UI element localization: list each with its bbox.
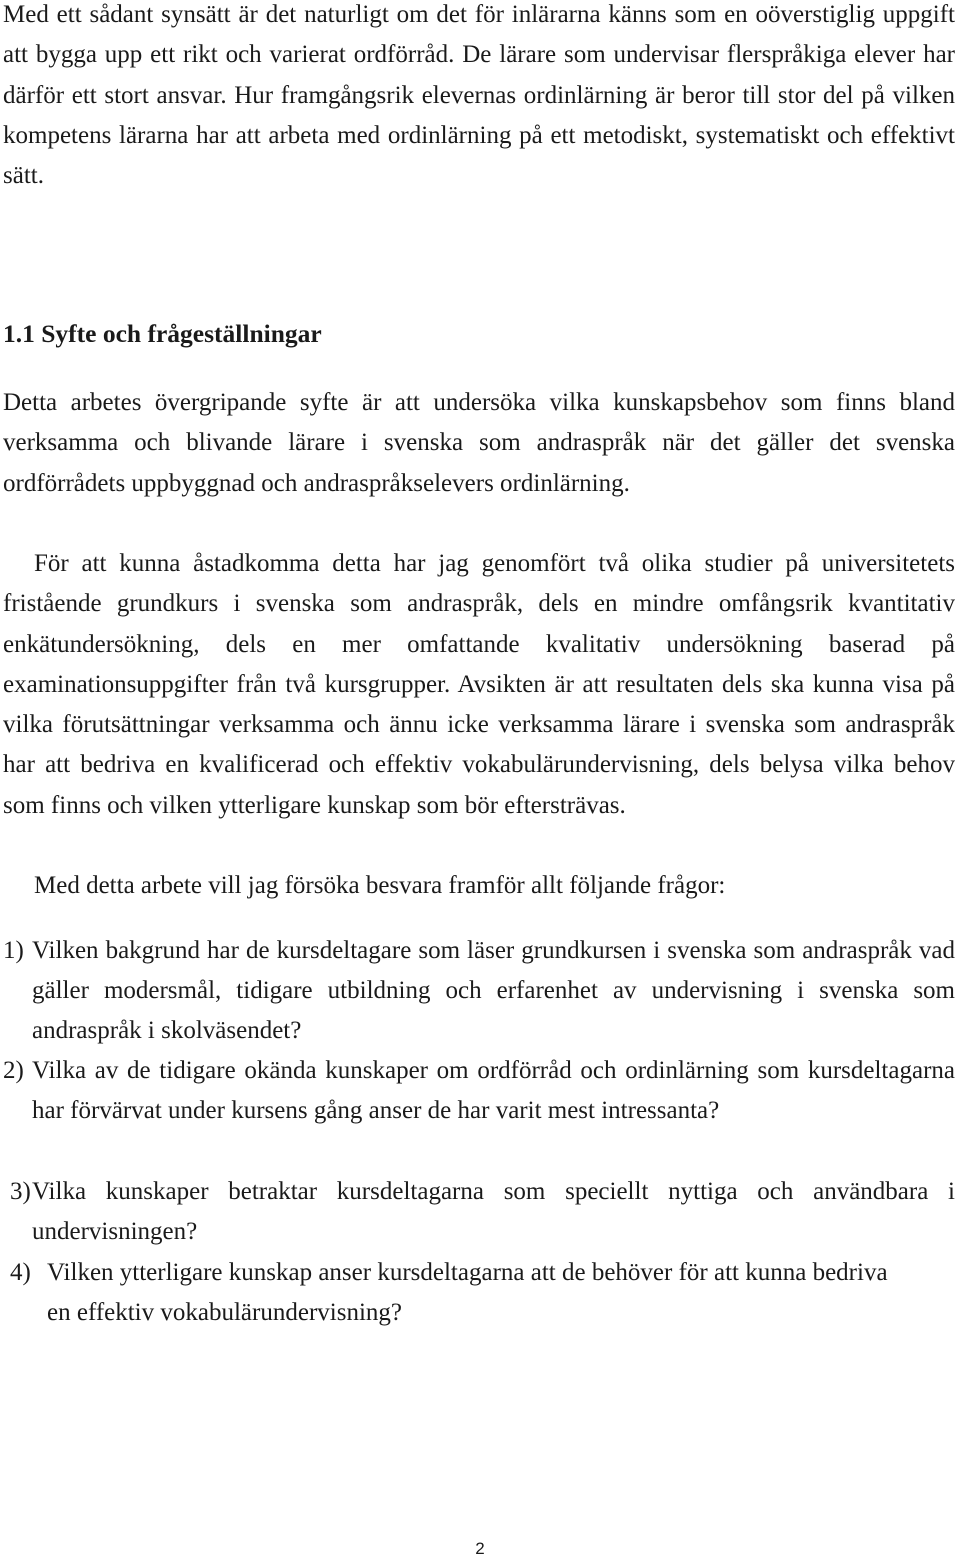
section-heading: 1.1 Syfte och frågeställningar [3,319,322,348]
questions-lead-paragraph: Med detta arbete vill jag försöka besvara framför allt följande frågor: [34,872,726,899]
question-number: 3) [10,1178,31,1205]
research-question-3 [10,1172,955,1252]
research-question-1 [3,931,955,1051]
question-text: Vilka av de tidigare okända kunskaper om ordförråd och ordinlärning som kursdeltagarna har förvärvat under kursens gång anser de har varit mest intressanta? [32,1057,955,1124]
question-number: 1) [3,937,24,964]
research-question-4 [10,1253,890,1333]
page-number: 2 [475,1539,485,1558]
question-number: 2) [3,1057,24,1084]
intro-paragraph: Med ett sådant synsätt är det naturligt om det för inlärarna känns som en oöverstiglig uppgift att bygga upp ett rikt och varierat ordförråd. De lärare som undervisar flerspråkiga elever har därför ett stort ansvar. Hur framgångsrik elevernas ordinlärning är beror till stor del på vilken kompetens lärarna har att arbeta med ordinlärning på ett metodiskt, systematiskt och effektivt sätt. [3,1,955,190]
question-text: Vilken bakgrund har de kursdeltagare som läser grundkursen i svenska som andraspråk vad gäller modersmål, tidigare utbildning och erfarenhet av undervisning i svenska som andraspråk i skolväsendet? [32,937,955,1044]
question-text: Vilken ytterligare kunskap anser kursdeltagarna att de behöver för att kunna bedriva en effektiv vokabulärundervisning? [47,1259,888,1326]
question-text: Vilka kunskaper betraktar kursdeltagarna som speciellt nyttiga och användbara i undervisningen? [32,1178,955,1245]
method-paragraph: För att kunna åstadkomma detta har jag genomfört två olika studier på universitetets fristående grundkurs i svenska som andraspråk, dels en mindre omfångsrik kvantitativ enkätundersökning, dels en mer omfattande kvalitativ undersökning baserad på examinationsuppgifter från två kursgrupper. Avsikten är att resultaten dels ska kunna visa på vilka förutsättningar verksamma och ännu icke verksamma lärare i svenska som andraspråk har att bedriva en kvalificerad och effektiv vokabulärundervisning, dels belysa vilka behov som finns och vilken ytterligare kunskap som bör eftersträvas. [3,550,955,819]
research-question-2 [3,1051,955,1131]
aim-paragraph: Detta arbetes övergripande syfte är att undersöka vilka kunskapsbehov som finns bland verksamma och blivande lärare i svenska som andraspråk när det gäller det svenska ordförrådets uppbyggnad och andraspråkselevers ordinlärning. [3,389,955,497]
question-number: 4) [10,1259,31,1286]
